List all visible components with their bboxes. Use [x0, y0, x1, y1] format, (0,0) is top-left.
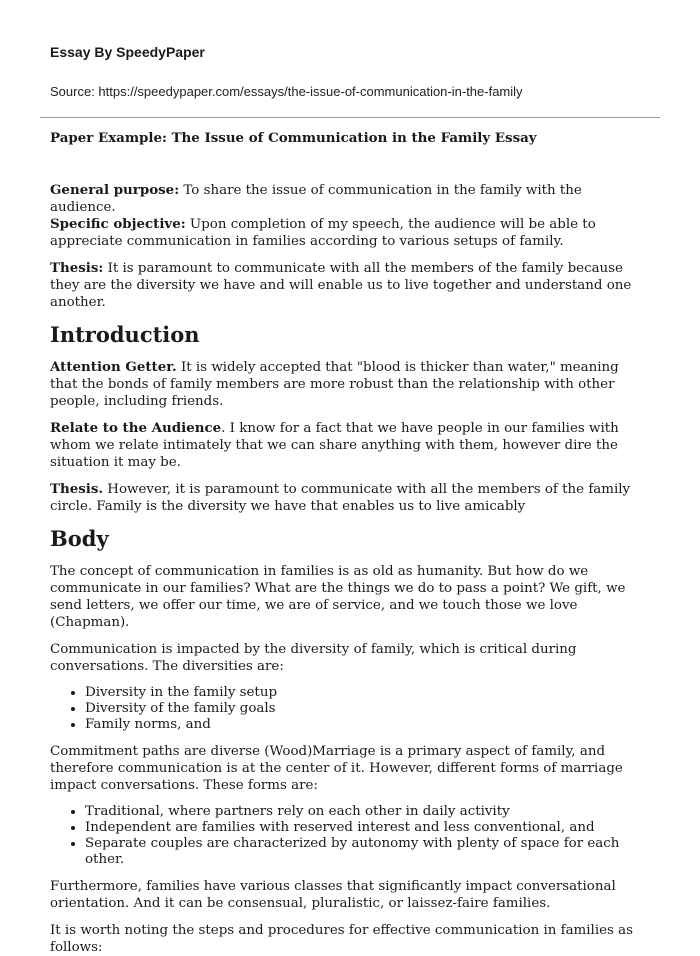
attention-getter-text: It is widely accepted that "blood is thicker than water," meaning that the bonds of family members are more robust than the relationship with other people, including friends.: [50, 360, 619, 409]
body-paragraph-5: It is worth noting the steps and procedures for effective communication in families as follows:: [50, 923, 634, 955]
diversity-list: [50, 685, 650, 733]
list-item: • Separate couples are characterized by autonomy with plenty of space for each other.: [85, 836, 650, 868]
site-title: Essay By SpeedyPaper: [50, 44, 205, 60]
general-purpose-paragraph: [50, 182, 650, 216]
body-paragraph-1: The concept of communication in families is as old as humanity. But how do we communicate in our families? What are the things we do to pass a point? We gift, we send letters, we offer our time, we are of service, and we touch those we love (Chapman).: [50, 564, 626, 630]
introduction-heading: Introduction: [50, 322, 200, 347]
thesis-text: It is paramount to communicate with all the members of the family because they are the diversity we have and will enable us to live together and understand one another.: [50, 261, 632, 310]
list-item: • Family norms, and: [85, 717, 650, 733]
paper-title: Paper Example: The Issue of Communication in the Family Essay: [50, 130, 537, 146]
source-line: Source: https://speedypaper.com/essays/the-issue-of-communication-in-the-family: [50, 84, 523, 99]
relate-paragraph: [50, 420, 650, 471]
marriage-forms-list: [50, 804, 650, 868]
body-paragraph-3: Commitment paths are diverse (Wood)Marriage is a primary aspect of family, and therefore communication is at the center of it. However, different forms of marriage impact conversations. These forms are:: [50, 744, 623, 793]
intro-thesis-paragraph: [50, 481, 650, 515]
specific-objective-label: Specific objective:: [50, 216, 186, 232]
relate-text: . I know for a fact that we have people in our families with whom we relate intimately that we can share anything with them, however dire the situation it may be.: [50, 421, 619, 470]
list-item: • Diversity of the family goals: [85, 701, 650, 717]
intro-thesis-text: However, it is paramount to communicate with all the members of the family circle. Family is the diversity we have that enables us to live amicably: [50, 482, 631, 514]
body-heading: Body: [50, 526, 109, 551]
thesis-paragraph: [50, 260, 650, 311]
general-purpose-label: General purpose:: [50, 182, 180, 198]
body-paragraph-2: Communication is impacted by the diversity of family, which is critical during conversations. The diversities are:: [50, 642, 577, 674]
list-item: • Independent are families with reserved interest and less conventional, and: [85, 820, 650, 836]
thesis-label: Thesis:: [50, 260, 104, 276]
general-purpose-text: To share the issue of communication in the family with the audience.: [50, 183, 582, 215]
intro-thesis-label: Thesis.: [50, 481, 104, 497]
body-paragraph-4: Furthermore, families have various classes that significantly impact conversational orientation. And it can be consensual, pluralistic, or laissez-faire families.: [50, 879, 616, 911]
list-item: • Diversity in the family setup: [85, 685, 650, 701]
specific-objective-text: Upon completion of my speech, the audience will be able to appreciate communication in families according to various setups of family.: [50, 217, 596, 249]
divider: [40, 117, 660, 118]
relate-label: Relate to the Audience: [50, 420, 222, 436]
attention-getter-paragraph: [50, 359, 650, 410]
specific-objective-paragraph: [50, 216, 650, 250]
attention-getter-label: Attention Getter.: [50, 359, 177, 375]
list-item: • Traditional, where partners rely on each other in daily activity: [85, 804, 650, 820]
